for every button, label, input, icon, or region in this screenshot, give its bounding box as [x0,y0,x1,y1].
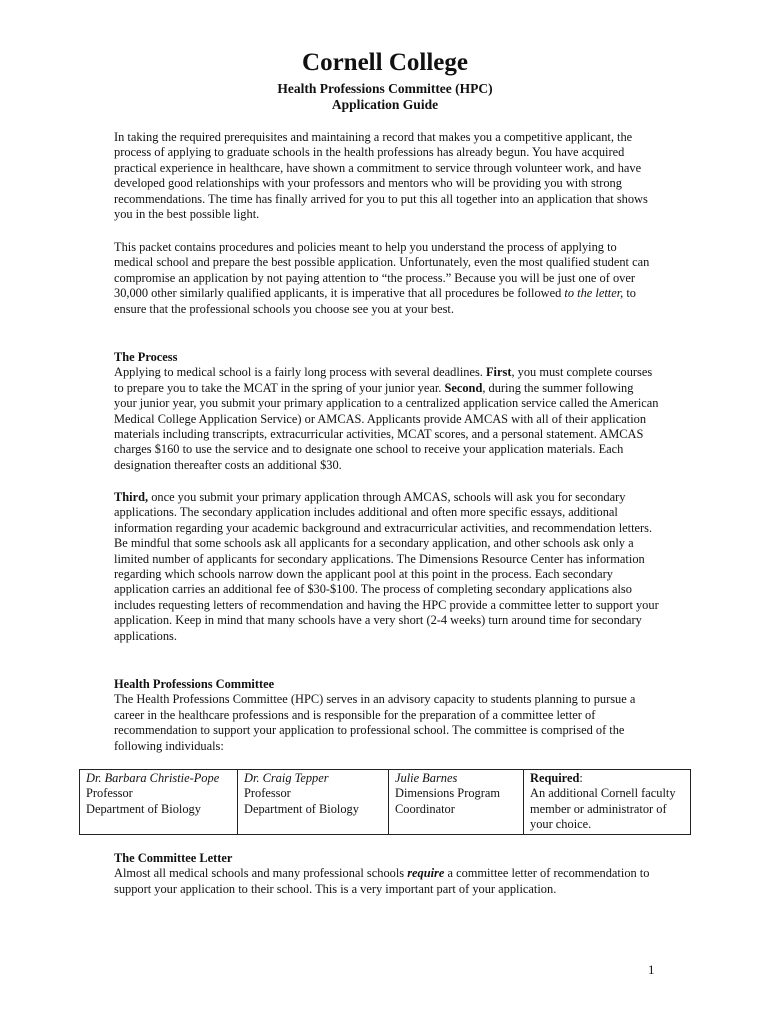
committee-letter-section [114,851,659,897]
document-title: Cornell College [302,49,468,76]
member-cell [80,770,238,835]
member-role: Professor [244,786,291,801]
table-row [80,770,691,835]
process-text-a: Applying to medical school is a fairly long process with several deadlines. [114,365,486,380]
hpc-section [114,677,659,754]
intro-text-1: In taking the required prerequisites and maintaining a record that makes you a competitive applicant, the process of applying to graduate schools in the health professions has already begun. You have acquired practical experience in healthcare, have shown a commitment to service through volunteer work, and have developed good relationships with your professors and mentors who will be providing you with strong recommendations. The time has finally arrived for you to put this all together into an application that shows you in the best possible light. [114,130,648,222]
to-the-letter-emphasis: to the letter, [564,286,624,301]
committee-letter-heading: The Committee Letter [114,851,233,865]
letter-text-a: Almost all medical schools and many professional schools [114,866,408,881]
committee-letter-text [114,866,659,897]
third-emphasis: Third, [114,490,149,504]
member-dept: Department of Biology [244,801,359,816]
required-member-cell [524,770,691,835]
second-emphasis: Second [444,380,483,395]
require-emphasis: require [407,866,445,881]
process-third-text [114,490,659,644]
member-dept: Coordinator [395,801,455,816]
process-third-body: once you submit your primary application through AMCAS, schools will ask you for secondary applications. The secondary application includes additional and often more specific essays, additional information regarding your academic background and extracurricular activities, and recommendation letters. Be mindful that some schools ask all applicants for a secondary application, and other schools ask only a limited number of applicants for secondary applications. The Dimensions Resource Center has information regarding which schools narrow down the applicant pool at this point in the process. Each secondary application carries an additional fee of $30-$100. The process of completing secondary applications also includes requesting letters of recommendation and having the HPC provide a committee letter to support your application. Keep in mind that many schools have a very short (2-4 weeks) turn around time for secondary applications. [114,490,659,643]
hpc-description: The Health Professions Committee (HPC) serves in an advisory capacity to students planning to pursue a career in the healthcare professions and is responsible for the preparation of a committee letter of recommendation to support your application to professional school. The committee is comprised of the following individuals: [114,692,636,753]
intro-paragraph-2 [114,240,659,317]
intro-text-2a: This packet contains procedures and policies meant to help you understand the process of applying to medical school and prepare the best possible application. Unfortunately, even the most qualified student can compromise an application by not paying attention to “the process.” Because you will be just one of over 30,000 other similarly qualified applicants, it is imperative that all procedures be followed [114,240,650,301]
intro-text-2 [114,240,659,317]
member-cell [238,770,389,835]
member-name: Dr. Barbara Christie-Pope [86,771,220,785]
intro-text-2b: to ensure that the professional schools you choose see you at your best. [114,286,637,316]
member-name: Julie Barnes [395,771,458,785]
intro-paragraph-1 [114,130,659,222]
process-paragraph-1 [114,365,659,473]
document-subtitle-committee: Health Professions Committee (HPC) [277,81,493,96]
hpc-heading: Health Professions Committee [114,677,275,691]
member-name: Dr. Craig Tepper [244,771,329,785]
member-dept: Department of Biology [86,801,201,816]
member-cell [389,770,524,835]
required-text: An additional Cornell faculty member or administrator of your choice. [530,786,676,832]
document-subtitle-guide: Application Guide [331,97,439,112]
page-number: 1 [648,962,655,977]
process-paragraph-2 [114,490,659,644]
committee-members-table [79,769,691,835]
member-role: Dimensions Program [395,786,500,801]
process-text-b: , you must complete courses to prepare you to take the MCAT in the spring of your junior year. [114,365,653,395]
member-role: Professor [86,786,133,801]
first-emphasis: First [485,365,512,380]
process-section [114,350,659,473]
letter-text-b: a committee letter of recommendation to support your application to their school. This is a very important part of your application. [114,866,650,896]
required-label: Required [530,771,580,785]
required-colon: : [579,771,583,785]
process-heading: The Process [114,350,178,364]
process-text-c: , during the summer following your junior year, you submit your primary application to a centralized application service called the American Medical College Application Service) or AMCAS. Applicants provide AMCAS with all of their application materials including transcripts, extracurricular activities, MCAT scores, and a personal statement. AMCAS charges $160 to use the service and to designate one school to receive your application materials. Each designation thereafter costs an additional $30. [114,380,659,472]
